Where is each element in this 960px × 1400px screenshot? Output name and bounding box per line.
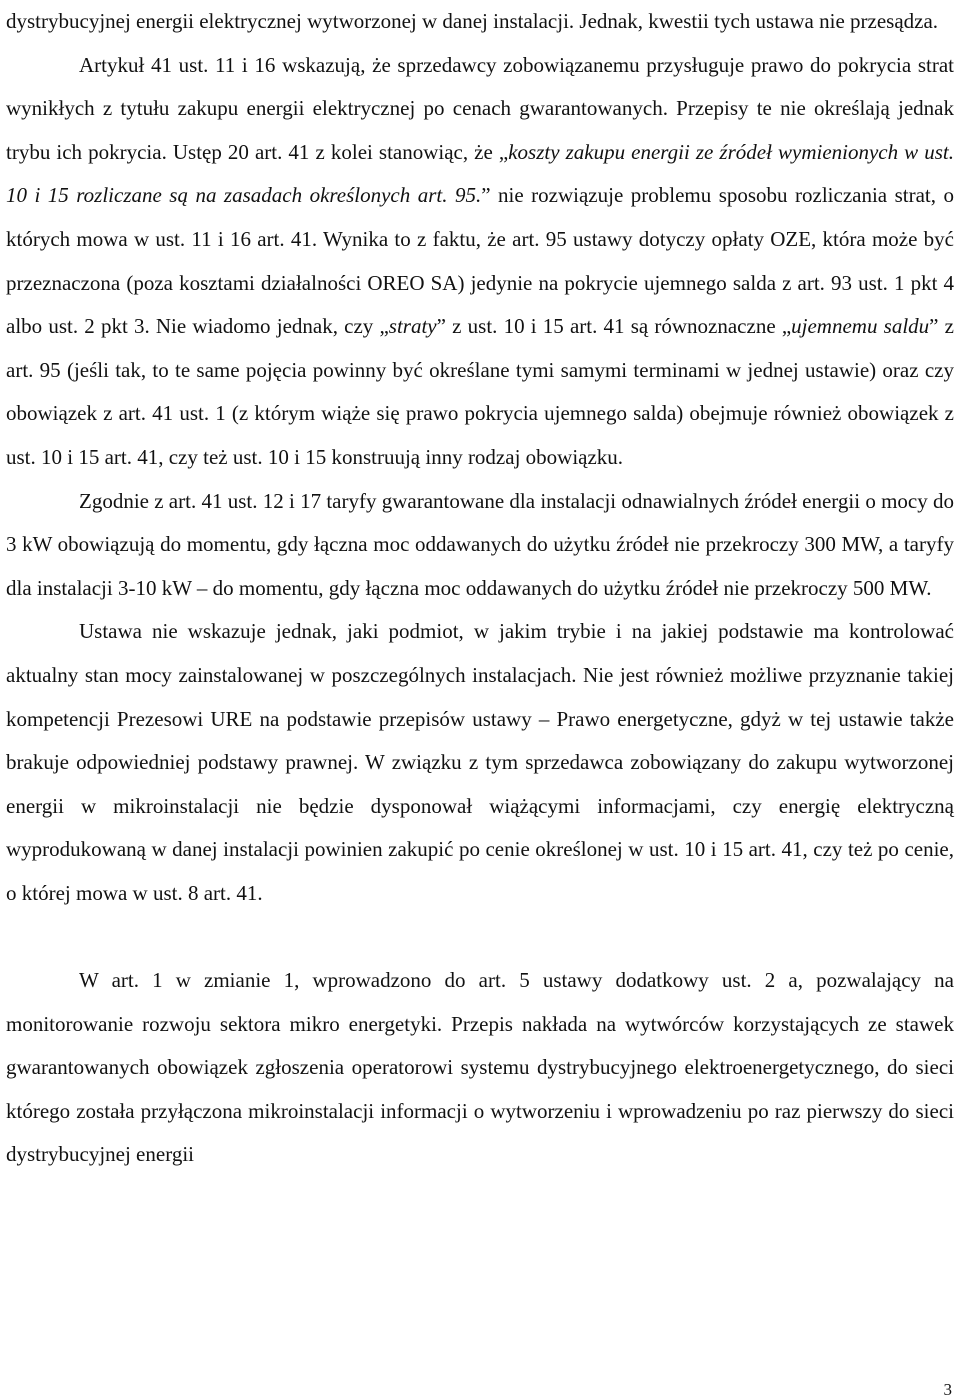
paragraph-1 [6, 0, 954, 44]
paragraph-4-text: Ustawa nie wskazuje jednak, jaki podmiot, w jakim trybie i na jakiej podstawie ma kontrolować aktualny stan mocy zainstalowanej w poszczególnych instalacjach. Nie jest również możliwe przyznanie takiej kompetencji Prezesowi URE na podstawie przepisów ustawy – Prawo energetyczne, gdyż w tej ustawie także brakuje odpowiedniej podstawy prawnej. W związku z tym sprzedawca zobowiązany do zakupu wytworzonej energii w mikroinstalacji nie będzie dysponował wiążącymi informacjami, czy energię elektryczną wyprodukowaną w danej instalacji powinien zakupić po cenie określonej w ust. 10 i 15 art. 41, czy też po cenie, o której mowa w ust. 8 art. 41. [6, 619, 954, 905]
paragraph-spacer [6, 915, 954, 959]
paragraph-2-quote-3: ujemnemu saldu [791, 314, 930, 339]
paragraph-2-quote-2: straty [388, 314, 437, 339]
paragraph-1-text: dystrybucyjnej energii elektrycznej wytworzonej w danej instalacji. Jednak, kwestii tych ustawa nie przesądza. [6, 9, 939, 33]
page-number: 3 [943, 1380, 952, 1399]
paragraph-2-text-a: Artykuł 41 ust. 11 i 16 wskazują, że sprzedawcy zobowiązanemu przysługuje prawo do pokrycia strat wynikłych z tytułu zakupu energii elektrycznej po cenach gwarantowanych. Przepisy te nie określają jednak trybu ich pokrycia. Ustęp 20 art. 41 z kolei stanowiąc, że „ [6, 52, 954, 164]
paragraph-5-text: W art. 1 w zmianie 1, wprowadzono do art. 5 ustawy dodatkowy ust. 2 a, pozwalający na monitorowanie rozwoju sektora mikro energetyki. Przepis nakłada na wytwórców korzystających ze stawek gwarantowanych obowiązek zgłoszenia operatorowi systemu dystrybucyjnego elektroenergetycznego, do sieci którego została przyłączona mikroinstalacji informacji o wytworzeniu i wprowadzeniu po raz pierwszy do sieci dystrybucyjnej energii [6, 968, 954, 1167]
paragraph-2-text-b: ” nie rozwiązuje problemu sposobu rozliczania strat, o których mowa w ust. 11 i 16 art. 41. Wynika to z faktu, że art. 95 ustawy dotyczy opłaty OZE, która może być przeznaczona (poza kosztami działalności OREO SA) jedynie na pokrycie ujemnego salda z art. 93 ust. 1 pkt 4 albo ust. 2 pkt 3. Nie wiadomo jednak, czy „ [6, 183, 954, 339]
paragraph-5 [6, 959, 954, 1177]
document-page [6, 0, 954, 1177]
paragraph-2-text-c: ” z ust. 10 i 15 art. 41 są równoznaczne „ [436, 314, 792, 339]
paragraph-4 [6, 610, 954, 915]
paragraph-2-text-d: ” z art. 95 (jeśli tak, to te same pojęcia powinny być określane tymi samymi terminami w jednej ustawie) oraz czy obowiązek z art. 41 ust. 1 (z którym wiąże się prawo pokrycia ujemnego salda) obejmuje również obowiązek z ust. 10 i 15 art. 41, czy też ust. 10 i 15 konstruują inny rodzaj obowiązku. [6, 314, 954, 469]
paragraph-3 [6, 480, 954, 611]
paragraph-2-quote-1: koszty zakupu energii ze źródeł wymienionych w ust. 10 i 15 rozliczane są na zasadach określonych art. 95. [6, 139, 954, 208]
paragraph-2 [6, 44, 954, 480]
paragraph-3-text: Zgodnie z art. 41 ust. 12 i 17 taryfy gwarantowane dla instalacji odnawialnych źródeł energii o mocy do 3 kW obowiązują do momentu, gdy łączna moc oddawanych do użytku źródeł nie przekroczy 300 MW, a taryfy dla instalacji 3-10 kW – do momentu, gdy łączna moc oddawanych do użytku źródeł nie przekroczy 500 MW. [6, 488, 954, 600]
